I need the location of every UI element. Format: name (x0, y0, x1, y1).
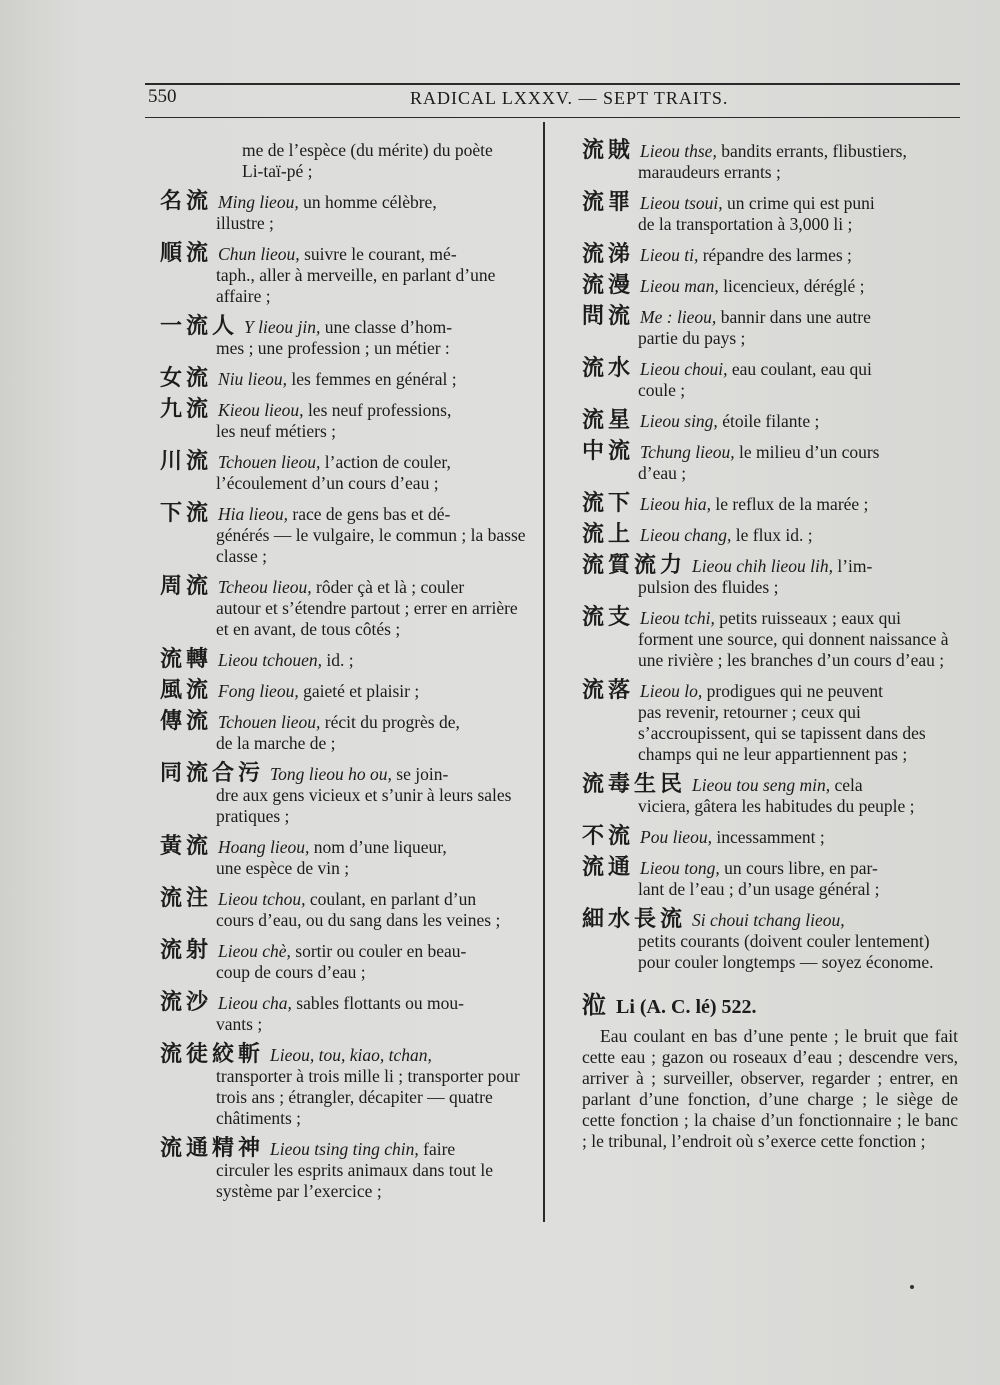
dictionary-entry (582, 607, 958, 671)
definition-continued: l’écoulement d’un cours d’eau ; (216, 473, 439, 493)
definition-start: le reflux de la marée ; (715, 494, 869, 514)
dictionary-entry (160, 399, 528, 442)
character-definition: Eau coulant en bas d’une pente ; le bruit que fait cette eau ; gazon ou roseaux d’eau ; descendre vers, arriver à ; surveiller, observer, regarder ; entrer, en parlant d’une fonction, d’une charge ; le siège de cette fonction ; la chaise d’un fonctionnaire ; le banc ; le tribunal, l’endroit où s’exerce cette fonction ; (582, 1026, 958, 1151)
column-divider (543, 122, 545, 1222)
definition-start: cela (834, 775, 863, 795)
character-heading (582, 991, 958, 1019)
romanization: Lieou choui, (640, 359, 728, 379)
definition-start: un crime qui est puni (727, 193, 875, 213)
definition-continued: transporter à trois mille li ; transporter pour trois ans ; étrangler, décapiter — quatre châtiments ; (216, 1066, 520, 1128)
romanization: Lieou tsing ting chin, (270, 1139, 419, 1159)
definition-start: id. ; (326, 650, 354, 670)
definition-continued: lant de l’eau ; d’un usage général ; (638, 879, 880, 899)
chinese-term: 流水 (582, 356, 635, 381)
definition-continued: de la marche de ; (216, 733, 336, 753)
romanization: Hia lieou, (218, 504, 289, 524)
definition-start: un cours libre, en par- (724, 858, 878, 878)
romanization: Tchung lieou, (640, 442, 735, 462)
entry-first-line (160, 399, 528, 421)
romanization: Lieou man, (640, 276, 719, 296)
chinese-term: 流賊 (582, 138, 635, 163)
chinese-term: 流落 (582, 678, 635, 703)
definition-start: rôder çà et là ; couler (316, 577, 465, 597)
definition-continued: partie du pays ; (638, 328, 746, 348)
chinese-term: 中流 (582, 439, 635, 464)
dictionary-entry (582, 410, 958, 432)
dictionary-entry (160, 1044, 528, 1129)
chinese-term: 周流 (160, 574, 213, 599)
entry-first-line (582, 524, 958, 546)
romanization: Chun lieou, (218, 244, 300, 264)
entry-first-line (160, 368, 528, 390)
entry-first-line (160, 1044, 528, 1066)
definition-start: suivre le courant, mé- (304, 244, 457, 264)
romanization: Lieou chè, (218, 941, 291, 961)
dictionary-entry (160, 368, 528, 390)
definition-continued: autour et s’étendre partout ; errer en arrière et en avant, de tous côtés ; (216, 598, 518, 639)
dictionary-entry (582, 909, 958, 973)
entry-first-line (582, 306, 958, 328)
chinese-term: 流通 (582, 855, 635, 880)
entry-first-line (160, 992, 528, 1014)
entry-first-line (582, 275, 958, 297)
entry-first-line (582, 441, 958, 463)
romanization: Y lieou jin, (244, 317, 321, 337)
dictionary-entry (160, 763, 528, 827)
entry-first-line (582, 244, 958, 266)
definition-start: race de gens bas et dé- (292, 504, 451, 524)
chinese-term: 女流 (160, 366, 213, 391)
entry-first-line (582, 826, 958, 848)
definition-start: gaieté et plaisir ; (303, 681, 420, 701)
definition-start: faire (423, 1139, 456, 1159)
entry-first-line (582, 857, 958, 879)
romanization: Me : lieou, (640, 307, 717, 327)
dictionary-entry (160, 503, 528, 567)
entry-first-line (160, 836, 528, 858)
entry-first-line (160, 451, 528, 473)
romanization: Kieou lieou, (218, 400, 304, 420)
romanization: Lieou tsoui, (640, 193, 723, 213)
definition-continued: petits courants (doivent couler lentement) pour couler longtemps — soyez économe. (638, 931, 934, 972)
romanization: Lieou ti, (640, 245, 699, 265)
dictionary-entry (160, 191, 528, 234)
romanization: Lieou tchouen, (218, 650, 323, 670)
definition-start: l’im- (837, 556, 873, 576)
chinese-term: 下流 (160, 501, 213, 526)
romanization: Lieou chih lieou lih, (692, 556, 833, 576)
entry-first-line (582, 680, 958, 702)
dictionary-entry (582, 358, 958, 401)
entry-first-line (582, 493, 958, 515)
chinese-term: 川流 (160, 449, 213, 474)
entry-first-line (582, 192, 958, 214)
dictionary-entry (160, 316, 528, 359)
entry-first-line (160, 763, 528, 785)
romanization: Lieou lo, (640, 681, 703, 701)
print-speck (910, 1285, 914, 1289)
romanization: Lieou tou seng min, (692, 775, 831, 795)
definition-start: nom d’une liqueur, (313, 837, 447, 857)
chinese-term: 順流 (160, 241, 213, 266)
definition-start: licencieux, déréglé ; (723, 276, 865, 296)
definition-start: bandits errants, flibustiers, (721, 141, 907, 161)
romanization: Pou lieou, (640, 827, 712, 847)
entry-first-line (582, 140, 958, 162)
definition-start: étoile filante ; (722, 411, 820, 431)
dictionary-entry (582, 493, 958, 515)
entry-first-line (160, 680, 528, 702)
definition-start: les femmes en général ; (291, 369, 457, 389)
dictionary-entry (160, 888, 528, 931)
romanization: Tcheou lieou, (218, 577, 312, 597)
intro-line-1: me de l’espèce (du mérite) du poète (242, 140, 493, 160)
dictionary-entry (582, 441, 958, 484)
dictionary-entry (582, 774, 958, 817)
romanization: Lieou sing, (640, 411, 718, 431)
dictionary-entry (582, 306, 958, 349)
definition-continued: maraudeurs errants ; (638, 162, 781, 182)
definition-continued: taph., aller à merveille, en parlant d’une affaire ; (216, 265, 496, 306)
entry-first-line (160, 191, 528, 213)
header-rule-top (145, 83, 960, 85)
chinese-term: 流注 (160, 886, 213, 911)
definition-continued: circuler les esprits animaux dans tout le système par l’exercice ; (216, 1160, 494, 1201)
chinese-term: 黃流 (160, 834, 213, 859)
definition-start: petits ruisseaux ; eaux qui (719, 608, 902, 628)
entry-first-line (160, 576, 528, 598)
dictionary-entry (582, 680, 958, 765)
definition-continued: de la transportation à 3,000 li ; (638, 214, 853, 234)
chinese-term: 流徒絞斬 (160, 1042, 265, 1067)
dictionary-entry (160, 711, 528, 754)
romanization: Lieou cha, (218, 993, 292, 1013)
page-number: 550 (148, 86, 177, 107)
entry-first-line (160, 1138, 528, 1160)
dictionary-entry (160, 680, 528, 702)
definition-start: un homme célèbre, (303, 192, 437, 212)
intro-line-2: Li-taï-pé ; (242, 161, 313, 181)
definition-start: récit du progrès de, (324, 712, 460, 732)
chinese-term: 細水長流 (582, 907, 687, 932)
left-column (160, 140, 528, 1211)
dictionary-entry (160, 940, 528, 983)
definition-start: le flux id. ; (735, 525, 813, 545)
dictionary-entry (582, 275, 958, 297)
romanization: Si choui tchang lieou, (692, 910, 845, 930)
chinese-term: 流質流力 (582, 553, 687, 578)
definition-start: bannir dans une autre (720, 307, 871, 327)
entry-first-line (582, 607, 958, 629)
romanization: Tchouen lieou, (218, 452, 321, 472)
chinese-term: 一流人 (160, 314, 239, 339)
romanization: Fong lieou, (218, 681, 299, 701)
definition-start: sables flottants ou mou- (296, 993, 464, 1013)
dictionary-entry (160, 649, 528, 671)
definition-continued: vants ; (216, 1014, 263, 1034)
dictionary-entry (160, 1138, 528, 1202)
romanization: Lieou tong, (640, 858, 720, 878)
chinese-term: 流射 (160, 938, 213, 963)
dictionary-entry (582, 857, 958, 900)
chinese-term: 流星 (582, 408, 635, 433)
romanization: Tong lieou ho ou, (270, 764, 392, 784)
right-column (582, 140, 958, 1152)
dictionary-entry (582, 140, 958, 183)
chinese-term: 九流 (160, 397, 213, 422)
romanization: Niu lieou, (218, 369, 288, 389)
definition-start: se join- (396, 764, 449, 784)
entry-first-line (160, 940, 528, 962)
entry-first-line (582, 555, 958, 577)
romanization: Ming lieou, (218, 192, 299, 212)
romanization: Hoang lieou, (218, 837, 310, 857)
chinese-term: 流漫 (582, 273, 635, 298)
heading-reading: Li (A. C. lé) 522. (616, 996, 757, 1018)
definition-continued: viciera, gâtera les habitudes du peuple ; (638, 796, 915, 816)
definition-continued: forment une source, qui donnent naissance à une rivière ; les branches d’un cours d’eau ; (638, 629, 949, 670)
definition-continued: coule ; (638, 380, 686, 400)
definition-continued: dre aux gens vicieux et s’unir à leurs sales pratiques ; (216, 785, 512, 826)
dictionary-entry (582, 826, 958, 848)
romanization: Lieou tchi, (640, 608, 715, 628)
entry-first-line (160, 888, 528, 910)
chinese-term: 流罪 (582, 190, 635, 215)
definition-start: répandre des larmes ; (702, 245, 852, 265)
romanization: Lieou, tou, kiao, tchan, (270, 1045, 432, 1065)
chinese-term: 流上 (582, 522, 635, 547)
chinese-term: 風流 (160, 678, 213, 703)
heading-character: 涖 (582, 991, 610, 1019)
definition-continued: coup de cours d’eau ; (216, 962, 366, 982)
chinese-term: 流沙 (160, 990, 213, 1015)
definition-start: sortir ou couler en beau- (295, 941, 467, 961)
chinese-term: 流下 (582, 491, 635, 516)
entry-first-line (582, 358, 958, 380)
romanization: Lieou tchou, (218, 889, 306, 909)
definition-continued: une espèce de vin ; (216, 858, 350, 878)
definition-continued: d’eau ; (638, 463, 687, 483)
definition-start: prodigues qui ne peuvent (706, 681, 884, 701)
entry-first-line (582, 909, 958, 931)
definition-start: incessamment ; (716, 827, 825, 847)
chinese-term: 不流 (582, 824, 635, 849)
dictionary-entry (160, 243, 528, 307)
definition-continued: illustre ; (216, 213, 274, 233)
intro-text (160, 140, 528, 182)
chinese-term: 流轉 (160, 647, 213, 672)
entry-first-line (160, 243, 528, 265)
definition-continued: cours d’eau, ou du sang dans les veines ; (216, 910, 501, 930)
dictionary-entry (582, 244, 958, 266)
dictionary-entry (160, 836, 528, 879)
chinese-term: 名流 (160, 189, 213, 214)
romanization: Lieou chang, (640, 525, 732, 545)
definition-continued: pulsion des fluides ; (638, 577, 779, 597)
chinese-term: 流毒生民 (582, 772, 687, 797)
dictionary-entry (582, 524, 958, 546)
definition-start: l’action de couler, (324, 452, 451, 472)
chinese-term: 同流合污 (160, 761, 265, 786)
definition-continued: mes ; une profession ; un métier : (216, 338, 450, 358)
definition-start: coulant, en parlant d’un (309, 889, 477, 909)
entry-first-line (160, 316, 528, 338)
romanization: Lieou thse, (640, 141, 717, 161)
dictionary-entry (582, 192, 958, 235)
entry-first-line (160, 711, 528, 733)
chinese-term: 流通精神 (160, 1136, 265, 1161)
dictionary-entry (582, 555, 958, 598)
entry-first-line (160, 503, 528, 525)
definition-start: le milieu d’un cours (739, 442, 880, 462)
entry-first-line (582, 410, 958, 432)
definition-start: les neuf professions, (307, 400, 452, 420)
romanization: Lieou hia, (640, 494, 711, 514)
dictionary-entry (160, 576, 528, 640)
definition-start: eau coulant, eau qui (731, 359, 872, 379)
chinese-term: 傳流 (160, 709, 213, 734)
definition-continued: pas revenir, retourner ; ceux qui s’accroupissent, qui se tapissent dans des champs qui ne leur appartiennent pas ; (638, 702, 926, 764)
chinese-term: 問流 (582, 304, 635, 329)
definition-start: une classe d’hom- (324, 317, 453, 337)
header-rule-bottom (145, 117, 960, 118)
running-head: RADICAL LXXXV. — SEPT TRAITS. (410, 88, 729, 108)
dictionary-entry (160, 451, 528, 494)
romanization: Tchouen lieou, (218, 712, 321, 732)
entry-first-line (582, 774, 958, 796)
definition-continued: générés — le vulgaire, le commun ; la basse classe ; (216, 525, 526, 566)
definition-continued: les neuf métiers ; (216, 421, 337, 441)
chinese-term: 流支 (582, 605, 635, 630)
dictionary-entry (160, 992, 528, 1035)
entry-first-line (160, 649, 528, 671)
chinese-term: 流涕 (582, 242, 635, 267)
